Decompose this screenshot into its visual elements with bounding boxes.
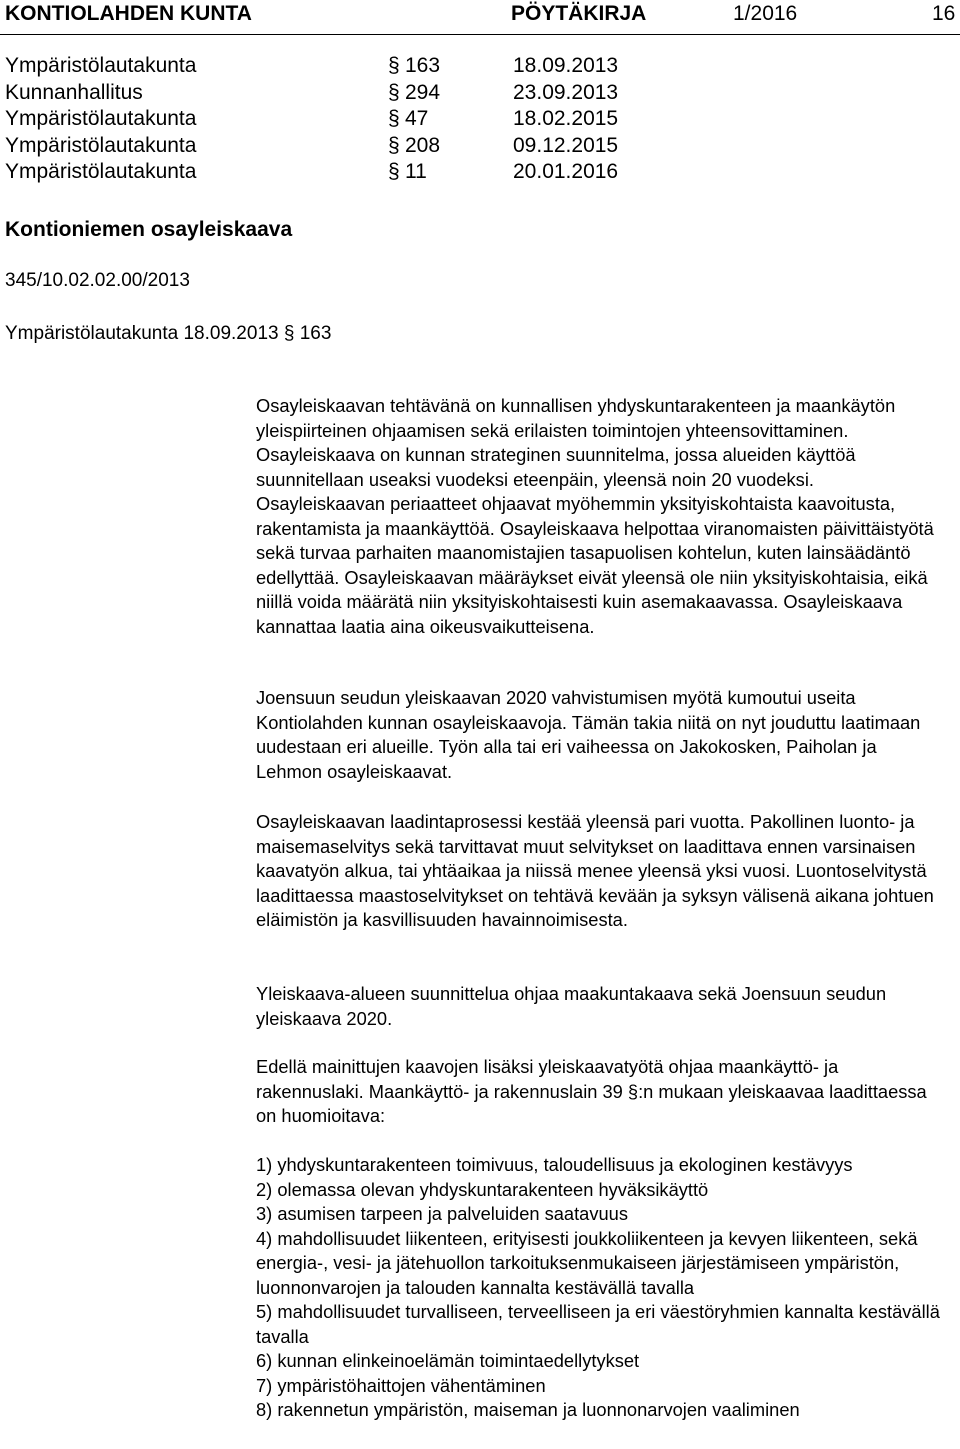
- meeting-body: Kunnanhallitus: [5, 80, 143, 104]
- paragraph-guidance: [256, 982, 946, 1031]
- meeting-date: 20.01.2016: [513, 160, 619, 183]
- meeting-row: [5, 54, 705, 81]
- document-header: [0, 0, 960, 30]
- meeting-history: [5, 54, 705, 187]
- paragraph-purpose: [256, 394, 946, 639]
- meeting-reference: Ympäristölautakunta 18.09.2013 § 163: [5, 323, 332, 344]
- paragraph-text: Edellä mainittujen kaavojen lisäksi yleiskaavatyötä ohjaa maankäyttö- ja rakennuslaki. Maankäyttö- ja rakennuslain 39 §:n mukaan yleiskaavaa laadittaessa on huomioitava:: [256, 1056, 927, 1126]
- document-number: 1/2016: [733, 2, 798, 25]
- meeting-row: [5, 107, 705, 134]
- paragraph-process: [256, 810, 946, 933]
- meeting-body: Ympäristölautakunta: [5, 107, 197, 130]
- list-item: 6) kunnan elinkeinoelämän toimintaedellytykset: [256, 1350, 640, 1371]
- meeting-body: Ympäristölautakunta: [5, 160, 197, 183]
- meeting-body: Ympäristölautakunta: [5, 133, 197, 157]
- section-number: 47: [405, 107, 429, 130]
- meeting-row: [5, 160, 705, 187]
- meeting-body: Ympäristölautakunta: [5, 54, 197, 77]
- meeting-row: [5, 134, 705, 161]
- section-number: 163: [405, 54, 441, 77]
- list-item: 5) mahdollisuudet turvalliseen, terveelliseen ja eri väestöryhmien kannalta kestävällä tavalla: [256, 1301, 940, 1347]
- section-sign: §: [388, 54, 400, 77]
- diary-number: 345/10.02.02.00/2013: [5, 270, 190, 291]
- paragraph-text: Osayleiskaavan tehtävänä on kunnallisen yhdyskuntarakenteen ja maankäytön yleispiirteinen ohjaamisen sekä erilaisten toimintojen yhteensovittaminen. Osayleiskaava on kunnan strateginen suunnitelma, jossa alueiden käyttöä suunnitellaan useaksi vuodeksi eteenpäin, yleensä noin 20 vuodeksi. Osayleiskaavan periaatteet ohjaavat myöhemmin yksityiskohtaista kaavoitusta, rakentamista ja maankäyttöä. Osayleiskaava helpottaa viranomaisten päivittäistyötä sekä turvaa parhaiten maanomistajien tasapuolisen kohtelun, kuten lainsäädäntö edellyttää. Osayleiskaavan määräykset eivät yleensä ole niin yksityiskohtaisia, eikä niillä voida määrätä niin yksityiskohtaisesti kuin asemakaavassa. Osayleiskaava kannattaa laatia aina oikeusvaikutteisena.: [256, 395, 934, 637]
- document-type: PÖYTÄKIRJA: [511, 2, 647, 25]
- organization-name: KONTIOLAHDEN KUNTA: [5, 2, 252, 25]
- meeting-date: 23.09.2013: [513, 80, 619, 104]
- paragraph-text: Joensuun seudun yleiskaavan 2020 vahvistumisen myötä kumoutui useita Kontiolahden kunnan osayleiskaavoja. Tämän takia niitä on nyt jouduttu laatimaan uudestaan eri alueille. Työn alla tai eri vaiheessa on Jakokosken, Paiholan ja Lehmon osayleiskaavat.: [256, 687, 921, 782]
- list-item: 1) yhdyskuntarakenteen toimivuus, taloudellisuus ja ekologinen kestävyys: [256, 1154, 853, 1175]
- section-sign: §: [388, 80, 400, 104]
- list-item: 8) rakennetun ympäristön, maiseman ja luonnonarvojen vaaliminen: [256, 1399, 800, 1420]
- meeting-date: 18.02.2015: [513, 107, 619, 130]
- section-sign: §: [388, 160, 400, 183]
- section-sign: §: [388, 133, 400, 157]
- paragraph-text: Yleiskaava-alueen suunnittelua ohjaa maakuntakaava sekä Joensuun seudun yleiskaava 2020.: [256, 983, 887, 1029]
- header-divider: [0, 34, 960, 35]
- meeting-row: [5, 81, 705, 108]
- section-sign: §: [388, 107, 400, 130]
- meeting-date: 09.12.2015: [513, 133, 619, 157]
- list-item: 4) mahdollisuudet liikenteen, erityisesti joukkoliikenteen ja kevyen liikenteen, sekä energia-, vesi- ja jätehuollon tarkoituksenmukaiseen järjestämiseen ympäristön, luonnonvarojen ja talouden kannalta kestävällä tavalla: [256, 1227, 918, 1298]
- list-item: 3) asumisen tarpeen ja palveluiden saatavuus: [256, 1203, 628, 1224]
- list-item: 2) olemassa olevan yhdyskuntarakenteen hyväksikäyttö: [256, 1178, 709, 1200]
- paragraph-text: Osayleiskaavan laadintaprosessi kestää yleensä pari vuotta. Pakollinen luonto- ja maisemaselvitys sekä tarvittavat muut selvitykset on laadittava ennen varsinaisen kaavatyön alkua, tai yhtäaikaa ja niissä menee yleensä yksi vuosi. Luontoselvitystä laadittaessa maastoselvitykset on tehtävä kevään ja syksyn välisenä aikana johtuen eläimistön ja kasvillisuuden havainnoimisesta.: [256, 811, 934, 930]
- document-title: Kontioniemen osayleiskaava: [5, 218, 293, 241]
- meeting-date: 18.09.2013: [513, 54, 619, 77]
- paragraph-law: [256, 1055, 946, 1129]
- section-number: 208: [405, 133, 441, 157]
- list-item: 7) ympäristöhaittojen vähentäminen: [256, 1374, 546, 1396]
- requirements-list: [256, 1153, 946, 1423]
- page-number: 16: [932, 2, 956, 25]
- section-number: 11: [405, 160, 427, 183]
- section-number: 294: [405, 80, 441, 104]
- paragraph-background: [256, 686, 946, 784]
